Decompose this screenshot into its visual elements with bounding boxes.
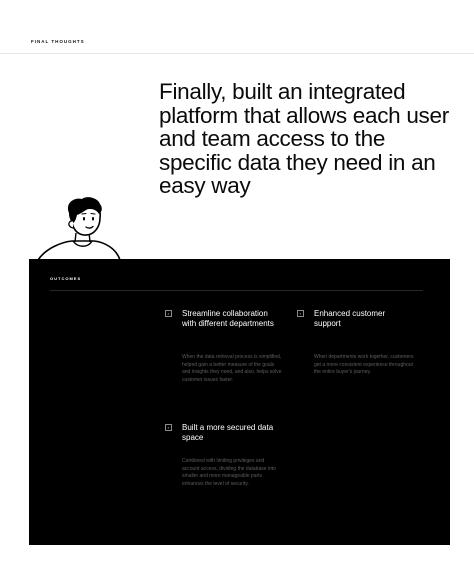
outcome-title: Streamline collaboration with different departments [182,309,274,328]
character-ear [69,221,73,228]
character-body [38,241,120,260]
outcome-streamline-collaboration [165,309,282,409]
outcome-enhanced-support [297,309,414,399]
character-illustration [36,196,122,262]
character-eye-left [83,217,85,221]
divider [0,53,474,54]
character-eye-right [92,217,94,221]
checkbox-icon: ▪ [165,424,172,431]
outcome-description: Combined with limiting privileges and account access, dividing the database into smaller and more manageable parts enhances the level of security. [182,458,276,487]
outcome-description: When the data retrieval process is simplified, helped gain a better measure of the goals and insights they need, and also, helps solve customer issues faster. [182,354,282,383]
outcome-secured-data-space [165,423,277,513]
outcomes-divider [50,290,423,291]
outcome-title: Built a more secured data space [182,423,274,442]
outcomes-label: OUTCOMES [50,276,82,281]
outcomes-panel [29,259,450,545]
checkbox-icon: ▪ [165,310,172,317]
outcome-title: Enhanced customer support [314,309,386,328]
checkbox-icon: ▪ [297,310,304,317]
outcome-description: When departments work together, customers get a more consistent experience throughout the entire buyer's journey. [314,354,414,375]
headline: Finally, built an integrated platform that allows each user and team access to the specific data they need in an easy way [159,79,449,198]
section-label: FINAL THOUGHTS [31,39,85,44]
